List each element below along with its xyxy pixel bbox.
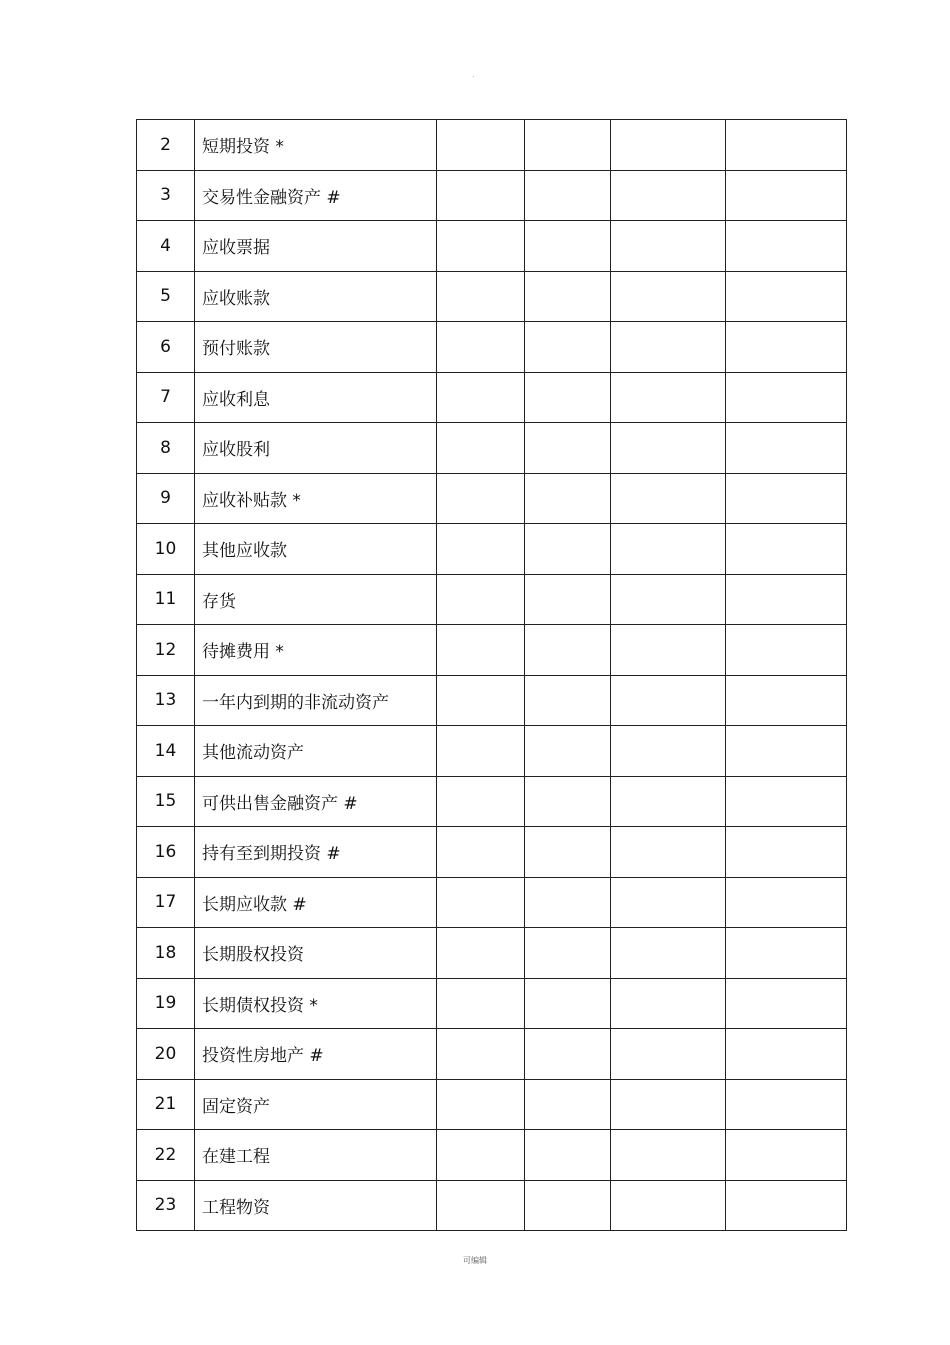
value-cell-4[interactable]: [726, 827, 847, 878]
value-cell-2[interactable]: [525, 423, 611, 474]
value-cell-1[interactable]: [437, 170, 525, 221]
value-cell-4[interactable]: [726, 1180, 847, 1231]
row-item-name: 长期股权投资: [195, 928, 437, 979]
value-cell-4[interactable]: [726, 170, 847, 221]
value-cell-4[interactable]: [726, 322, 847, 373]
value-cell-3[interactable]: [611, 322, 726, 373]
value-cell-1[interactable]: [437, 877, 525, 928]
value-cell-1[interactable]: [437, 1029, 525, 1080]
value-cell-1[interactable]: [437, 524, 525, 575]
value-cell-1[interactable]: [437, 120, 525, 171]
row-item-name: 在建工程: [195, 1130, 437, 1181]
value-cell-3[interactable]: [611, 574, 726, 625]
value-cell-2[interactable]: [525, 776, 611, 827]
row-number: 11: [137, 574, 195, 625]
row-item-name: 工程物资: [195, 1180, 437, 1231]
table-row: [137, 524, 847, 575]
value-cell-2[interactable]: [525, 120, 611, 171]
row-item-name: 其他流动资产: [195, 726, 437, 777]
row-number: 5: [137, 271, 195, 322]
row-number: 3: [137, 170, 195, 221]
table-row: [137, 625, 847, 676]
value-cell-4[interactable]: [726, 776, 847, 827]
value-cell-3[interactable]: [611, 978, 726, 1029]
value-cell-4[interactable]: [726, 1130, 847, 1181]
table-row: [137, 574, 847, 625]
value-cell-4[interactable]: [726, 221, 847, 272]
row-item-name: 应收股利: [195, 423, 437, 474]
value-cell-3[interactable]: [611, 423, 726, 474]
row-item-name: 待摊费用 *: [195, 625, 437, 676]
value-cell-4[interactable]: [726, 473, 847, 524]
table-row: [137, 1029, 847, 1080]
row-item-name: 存货: [195, 574, 437, 625]
value-cell-4[interactable]: [726, 877, 847, 928]
value-cell-1[interactable]: [437, 271, 525, 322]
row-number: 22: [137, 1130, 195, 1181]
row-number: 21: [137, 1079, 195, 1130]
table-row: [137, 978, 847, 1029]
table-row: [137, 675, 847, 726]
row-item-name: 投资性房地产 #: [195, 1029, 437, 1080]
value-cell-3[interactable]: [611, 170, 726, 221]
value-cell-2[interactable]: [525, 1079, 611, 1130]
value-cell-3[interactable]: [611, 827, 726, 878]
value-cell-1[interactable]: [437, 928, 525, 979]
row-item-name: 一年内到期的非流动资产: [195, 675, 437, 726]
value-cell-4[interactable]: [726, 574, 847, 625]
value-cell-1[interactable]: [437, 776, 525, 827]
value-cell-1[interactable]: [437, 827, 525, 878]
value-cell-2[interactable]: [525, 625, 611, 676]
value-cell-3[interactable]: [611, 1079, 726, 1130]
table-row: [137, 120, 847, 171]
row-number: 6: [137, 322, 195, 373]
table-row: [137, 372, 847, 423]
row-item-name: 预付账款: [195, 322, 437, 373]
value-cell-3[interactable]: [611, 372, 726, 423]
value-cell-4[interactable]: [726, 423, 847, 474]
value-cell-2[interactable]: [525, 1130, 611, 1181]
table-row: [137, 221, 847, 272]
table-row: [137, 877, 847, 928]
value-cell-4[interactable]: [726, 675, 847, 726]
value-cell-4[interactable]: [726, 978, 847, 1029]
value-cell-3[interactable]: [611, 271, 726, 322]
row-number: 14: [137, 726, 195, 777]
value-cell-4[interactable]: [726, 120, 847, 171]
row-item-name: 长期债权投资 *: [195, 978, 437, 1029]
value-cell-1[interactable]: [437, 1130, 525, 1181]
value-cell-1[interactable]: [437, 1180, 525, 1231]
value-cell-2[interactable]: [525, 978, 611, 1029]
row-item-name: 其他应收款: [195, 524, 437, 575]
balance-sheet-table: [136, 119, 847, 1231]
value-cell-3[interactable]: [611, 1130, 726, 1181]
value-cell-3[interactable]: [611, 675, 726, 726]
row-number: 19: [137, 978, 195, 1029]
value-cell-2[interactable]: [525, 726, 611, 777]
value-cell-3[interactable]: [611, 524, 726, 575]
row-number: 12: [137, 625, 195, 676]
value-cell-4[interactable]: [726, 928, 847, 979]
value-cell-2[interactable]: [525, 170, 611, 221]
value-cell-1[interactable]: [437, 675, 525, 726]
value-cell-1[interactable]: [437, 625, 525, 676]
value-cell-2[interactable]: [525, 675, 611, 726]
row-number: 4: [137, 221, 195, 272]
row-item-name: 长期应收款 #: [195, 877, 437, 928]
footer-note: 可编辑: [463, 1256, 487, 1265]
row-number: 7: [137, 372, 195, 423]
row-item-name: 可供出售金融资产 #: [195, 776, 437, 827]
value-cell-3[interactable]: [611, 776, 726, 827]
row-item-name: 应收利息: [195, 372, 437, 423]
table-row: [137, 928, 847, 979]
value-cell-3[interactable]: [611, 1029, 726, 1080]
value-cell-1[interactable]: [437, 372, 525, 423]
row-number: 13: [137, 675, 195, 726]
value-cell-3[interactable]: [611, 221, 726, 272]
value-cell-2[interactable]: [525, 372, 611, 423]
row-item-name: 应收账款: [195, 271, 437, 322]
row-item-name: 应收票据: [195, 221, 437, 272]
value-cell-3[interactable]: [611, 928, 726, 979]
value-cell-2[interactable]: [525, 574, 611, 625]
row-number: 2: [137, 120, 195, 171]
row-number: 10: [137, 524, 195, 575]
row-item-name: 交易性金融资产 #: [195, 170, 437, 221]
table-body: [137, 120, 847, 1231]
value-cell-2[interactable]: [525, 322, 611, 373]
value-cell-2[interactable]: [525, 221, 611, 272]
value-cell-2[interactable]: [525, 473, 611, 524]
row-item-name: 短期投资 *: [195, 120, 437, 171]
value-cell-4[interactable]: [726, 271, 847, 322]
table-row: [137, 423, 847, 474]
value-cell-1[interactable]: [437, 574, 525, 625]
table-row: [137, 1130, 847, 1181]
value-cell-3[interactable]: [611, 625, 726, 676]
value-cell-1[interactable]: [437, 221, 525, 272]
table-row: [137, 271, 847, 322]
value-cell-3[interactable]: [611, 473, 726, 524]
value-cell-2[interactable]: [525, 877, 611, 928]
value-cell-1[interactable]: [437, 423, 525, 474]
table-row: [137, 776, 847, 827]
table-row: [137, 170, 847, 221]
table-row: [137, 473, 847, 524]
row-item-name: 固定资产: [195, 1079, 437, 1130]
row-number: 15: [137, 776, 195, 827]
value-cell-3[interactable]: [611, 877, 726, 928]
value-cell-1[interactable]: [437, 322, 525, 373]
value-cell-2[interactable]: [525, 1029, 611, 1080]
value-cell-1[interactable]: [437, 1079, 525, 1130]
row-number: 16: [137, 827, 195, 878]
value-cell-4[interactable]: [726, 372, 847, 423]
table-row: [137, 322, 847, 373]
row-item-name: 应收补贴款 *: [195, 473, 437, 524]
value-cell-2[interactable]: [525, 928, 611, 979]
value-cell-1[interactable]: [437, 726, 525, 777]
table-row: [137, 827, 847, 878]
value-cell-3[interactable]: [611, 1180, 726, 1231]
row-number: 9: [137, 473, 195, 524]
table-row: [137, 1079, 847, 1130]
row-number: 20: [137, 1029, 195, 1080]
value-cell-3[interactable]: [611, 726, 726, 777]
row-number: 18: [137, 928, 195, 979]
table-row: [137, 1180, 847, 1231]
value-cell-1[interactable]: [437, 978, 525, 1029]
value-cell-4[interactable]: [726, 524, 847, 575]
row-number: 17: [137, 877, 195, 928]
row-item-name: 持有至到期投资 #: [195, 827, 437, 878]
value-cell-2[interactable]: [525, 827, 611, 878]
row-number: 8: [137, 423, 195, 474]
value-cell-4[interactable]: [726, 625, 847, 676]
value-cell-2[interactable]: [525, 271, 611, 322]
value-cell-2[interactable]: [525, 524, 611, 575]
header-dot: .: [472, 70, 475, 79]
table-row: [137, 726, 847, 777]
value-cell-3[interactable]: [611, 120, 726, 171]
value-cell-4[interactable]: [726, 1079, 847, 1130]
value-cell-4[interactable]: [726, 726, 847, 777]
row-number: 23: [137, 1180, 195, 1231]
value-cell-2[interactable]: [525, 1180, 611, 1231]
value-cell-4[interactable]: [726, 1029, 847, 1080]
value-cell-1[interactable]: [437, 473, 525, 524]
